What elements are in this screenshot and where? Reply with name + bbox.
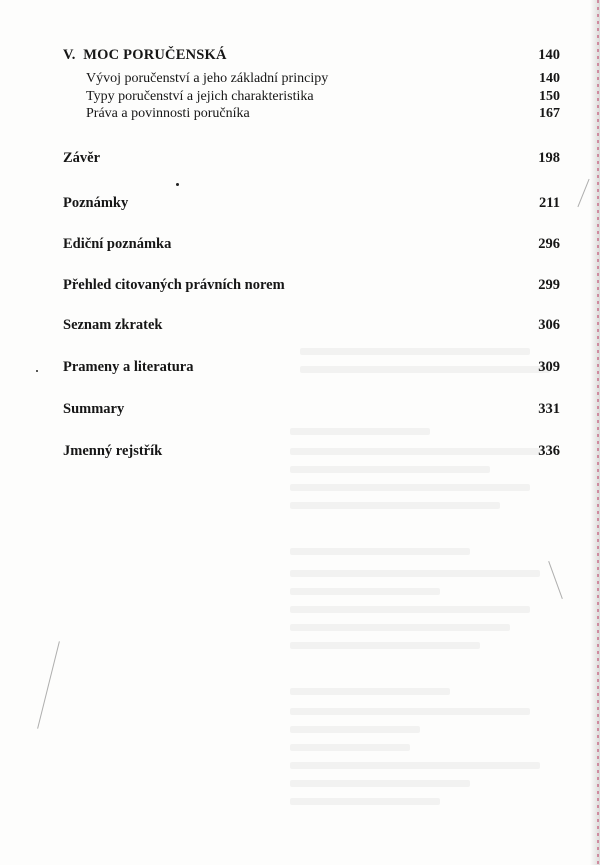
toc-entry-summary — [63, 400, 560, 418]
toc-entry-prameny — [63, 358, 560, 376]
toc-entry-rejstrik — [63, 442, 560, 460]
toc-entry-title: Jmenný rejstřík — [63, 443, 163, 459]
toc-subentry-title: Vývoj poručenství a jeho základní principy — [86, 71, 329, 86]
toc-section-v — [63, 46, 560, 64]
toc-page-number: 140 — [538, 47, 560, 63]
toc-entry-edicni-poznamka — [63, 235, 560, 253]
toc-page-number: 150 — [539, 89, 560, 104]
toc-page-number: 140 — [539, 71, 560, 86]
toc-entry-title: Seznam zkratek — [63, 317, 163, 333]
toc-entry-zaver — [63, 149, 560, 167]
toc-subentry — [86, 88, 560, 106]
toc-subentry — [86, 70, 560, 88]
toc-entry-title: Závěr — [63, 150, 101, 166]
toc-page-number: 306 — [538, 317, 560, 333]
toc-section-title — [63, 46, 227, 64]
toc-subentry-title: Typy poručenství a jejich charakteristika — [86, 89, 314, 104]
toc-entry-title: Prameny a literatura — [63, 359, 194, 375]
toc-entry-poznamky — [63, 194, 560, 212]
toc-section-number: V. — [63, 47, 76, 63]
toc-page-number: 336 — [538, 443, 560, 459]
toc-entry-title: Ediční poznámka — [63, 236, 172, 252]
toc-page-number: 296 — [538, 236, 560, 252]
toc-section-name: MOC PORUČENSKÁ — [83, 47, 227, 63]
toc-entry-seznam-zkratek — [63, 316, 560, 334]
toc-page-number: 309 — [538, 359, 560, 375]
toc-entry-title: Přehled citovaných právních norem — [63, 277, 285, 293]
toc-entry-title: Summary — [63, 401, 125, 417]
toc-page-number: 331 — [538, 401, 560, 417]
toc-page-number: 211 — [539, 195, 560, 211]
toc-page-number: 299 — [538, 277, 560, 293]
toc-page-number: 198 — [538, 150, 560, 166]
toc-subentry — [86, 105, 560, 123]
toc-page-number: 167 — [539, 106, 560, 121]
toc-entry-title: Poznámky — [63, 195, 129, 211]
toc-entry-prehled-norem — [63, 276, 560, 294]
toc-subentry-title: Práva a povinnosti poručníka — [86, 106, 250, 121]
